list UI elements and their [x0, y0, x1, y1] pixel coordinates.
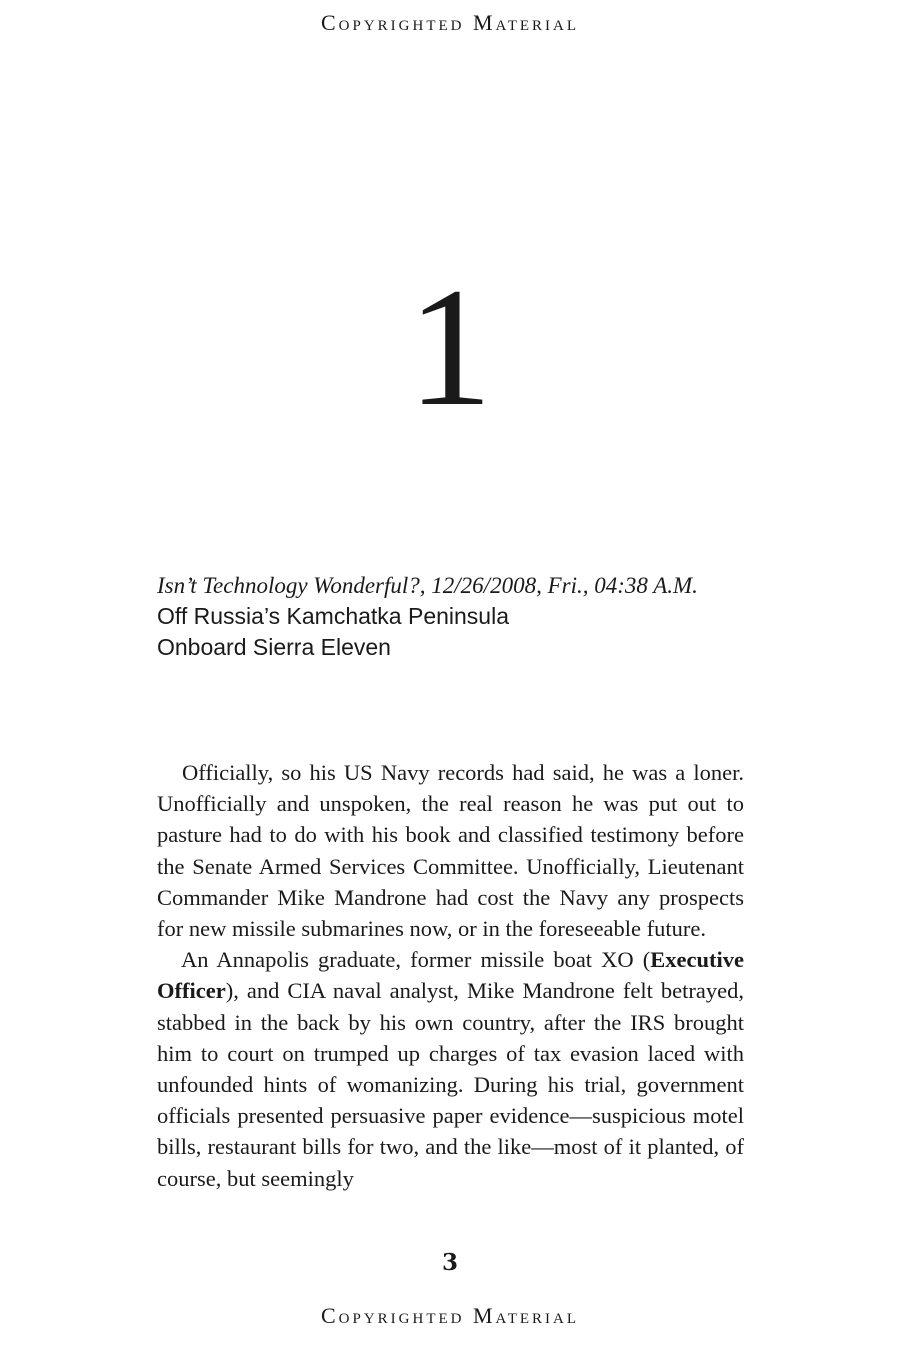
scene-dateline: Isn’t Technology Wonderful?, 12/26/2008, Fri., 04:38 A.M. — [157, 573, 698, 598]
page-number: 3 — [441, 1249, 458, 1276]
scene-location-line-2: Onboard Sierra Eleven — [157, 634, 391, 660]
chapter-number: 1 — [407, 253, 493, 441]
paragraph-2-text-end: ), and CIA naval analyst, Mike Mandrone felt betrayed, stabbed in the back by his own country, after the IRS brought him to court on trumped up charges of tax evasion laced with unfounded hints of womanizing. During his trial, government officials presented persuasive paper evidence—suspicious motel bills, restaurant bills for two, and the like—most of it planted, of course, but seemingly — [157, 978, 744, 1191]
running-foot: Copyrighted Material — [320, 1303, 580, 1328]
paragraph-1: Officially, so his US Navy records had said, he was a loner. Unofficially and unspoken, the real reason he was put out to pasture had to do with his book and classified testimony before the Senate Armed Services Committee. Unofficially, Lieutenant Commander Mike Mandrone had cost the Navy any prospects for new missile submarines now, or in the foreseeable future. — [157, 760, 744, 942]
paragraph-2-text-start: An Annapolis graduate, former missile boat XO ( — [181, 947, 651, 973]
running-head: Copyrighted Material — [320, 10, 580, 35]
scene-location-line-1: Off Russia’s Kamchatka Peninsula — [157, 603, 509, 629]
scene-heading — [157, 570, 757, 663]
paragraph-2-bold-term: Executive Officer — [157, 947, 744, 1004]
body-text — [157, 757, 744, 1194]
paragraph-2 — [157, 944, 744, 1194]
